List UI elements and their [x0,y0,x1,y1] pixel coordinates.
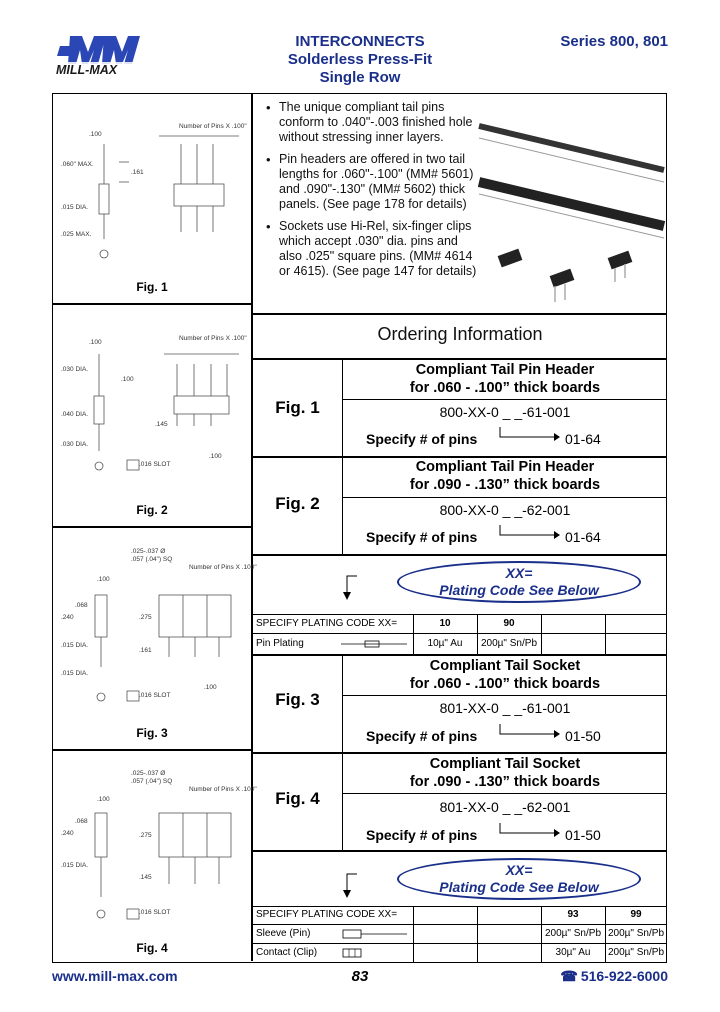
sec4-title-line2: for .090 - .130” thick boards [409,774,601,790]
content-frame [52,93,667,963]
sec2-specify: Specify # of pins [366,529,478,545]
bullet-item: • Pin headers are offered in two tail lengths for .060"-.100" (MM# 5601) and .090"-.130" (MM# 5602) thick panels. (See page 178 for details) [263,152,478,212]
fig1-dim-1: .100 [89,131,102,138]
logo-text: MILL-MAX [56,63,118,77]
pt1-header-label: SPECIFY PLATING CODE XX= [256,618,398,629]
fig3-dim-3: .100 [97,576,110,583]
sec4-fig: Fig. 4 [275,789,320,808]
fig3-dim-6: .015 DIA. [61,642,89,649]
sleeve-glyph-icon [341,929,407,939]
fig3-dim-10: .016 SLOT [139,692,171,699]
sec2-arrow-icon [498,525,560,539]
sec4-arrow-icon [498,823,560,837]
sec3-title-line2: for .060 - .100” thick boards [409,676,601,692]
phone-icon: ☎ [560,968,578,984]
heading-line-2: Solderless Press-Fit [287,51,433,68]
fig3-dim-8: .275 [139,614,152,621]
rule-ordering [252,313,666,315]
fig3-drawing [59,547,257,719]
feature-bullets [263,100,478,286]
fig2-dim-5: .100 [121,376,134,383]
pt1-val-1: 10µ" Au [427,638,463,649]
plating-table-1 [253,614,667,654]
clip-glyph-icon [341,948,407,958]
callout1-arrow-icon [343,574,357,600]
fig1-drawing [59,114,247,274]
sec4-title [343,755,667,791]
sec4-part-number: 801-XX-0 _ _-62-001 [439,799,571,815]
bullet-item: • Sockets use Hi-Rel, six-finger clips which accept .030" dia. pins and also .025" square pins. (MM# 4614 or 4615). (See page 147 for details) [263,219,478,279]
plating-table-2 [253,906,667,962]
pt2-code-3: 93 [567,909,579,920]
pt1-code-2: 90 [503,618,515,629]
fig2-drawing [59,326,247,496]
fig4-dim-4: .068 [75,818,88,825]
sec3-range: 01-50 [565,728,601,744]
sec2-fig: Fig. 2 [275,494,320,513]
sec2-title-line1: Compliant Tail Pin Header [415,459,595,475]
fig3-dim-4: .068 [75,602,88,609]
plating-callout-2 [397,858,641,900]
sec1-title-line2: for .060 - .100” thick boards [409,380,601,396]
fig2-dim-4: .030 DIA. [61,441,89,448]
pt2-code-4: 99 [630,909,642,920]
rule-sec3 [252,654,666,656]
fig2-dim-1: .100 [89,339,102,346]
fig1-dim-4: .015 DIA. [61,204,89,211]
sec4-range: 01-50 [565,827,601,843]
sec1-title-line1: Compliant Tail Pin Header [415,362,595,378]
product-photo [479,104,664,309]
fig2-caption: Fig. 2 [136,503,168,517]
sec3-title [343,657,667,693]
callout1-xx: XX= [505,565,533,581]
fig4-dim-5: .240 [61,830,74,837]
sec3-part-number: 801-XX-0 _ _-61-001 [439,700,571,716]
callout2-xx: XX= [505,862,533,878]
sec4-specify: Specify # of pins [366,827,478,843]
fig4-dim-9: .016 SLOT [139,909,171,916]
pt2-row1-val-4: 200µ" Sn/Pb [607,928,664,939]
fig2-dim-3: .040 DIA. [61,411,89,418]
phone-number [560,968,668,985]
sec1-range: 01-64 [565,431,601,447]
sec3-sub-rule [342,695,666,696]
series-label: Series 800, 801 [560,33,668,50]
pt2-row2-val-4: 200µ" Sn/Pb [607,947,664,958]
sec2-title-line2: for .090 - .130” thick boards [409,477,601,493]
fig3-dim-11: .100 [204,684,217,691]
sec1-arrow-icon [498,427,560,441]
fig1-dim-5: .025 MAX. [61,231,92,238]
fig2-dim-7: .016 SLOT [139,461,171,468]
sec4-sub-rule [342,793,666,794]
sec1-part-number: 800-XX-0 _ _-61-001 [439,404,571,420]
rule-callout2 [252,850,666,852]
mill-max-logo [54,34,154,78]
callout1-text: Plating Code See Below [439,582,599,598]
page-heading [250,33,470,87]
pt2-row1-label: Sleeve (Pin) [256,928,311,939]
sec1-sub-rule [342,399,666,400]
plating-callout-1 [397,561,641,603]
fig4-dim-1: .025-.037 Ø [131,770,166,777]
fig2-dim-6: .145 [155,421,168,428]
pt2-row1-val-3: 200µ" Sn/Pb [544,928,601,939]
heading-line-3: Single Row [319,69,401,86]
sec3-specify: Specify # of pins [366,728,478,744]
fig4-dim-pins: Number of Pins X .100" [189,786,257,793]
fig1-dim-pins: Number of Pins X .100" [179,123,247,130]
sec3-arrow-icon [498,724,560,738]
bullet-item: • The unique compliant tail pins conform to .040"-.003 finished hole without stressing inner layers. [263,100,478,145]
sec2-part-number: 800-XX-0 _ _-62-001 [439,502,571,518]
fig-divider-3 [53,749,252,751]
sec2-sub-rule [342,497,666,498]
fig2-dim-8: .100 [209,453,222,460]
website-link[interactable]: www.mill-max.com [52,968,178,984]
sec3-title-line1: Compliant Tail Socket [429,658,581,674]
pt1-val-2: 200µ" Sn/Pb [480,638,537,649]
fig-divider-1 [53,303,252,305]
sec4-title-line1: Compliant Tail Socket [429,756,581,772]
phone-text: 516-922-6000 [580,968,668,984]
sec1-title [343,361,667,397]
callout2-text: Plating Code See Below [439,879,599,895]
sec2-range: 01-64 [565,529,601,545]
ordering-title: Ordering Information [377,324,543,344]
rule-sec4 [252,752,666,754]
fig4-caption: Fig. 4 [136,941,168,955]
fig4-dim-6: .015 DIA. [61,862,89,869]
fig4-dim-7: .275 [139,832,152,839]
pin-glyph-icon [341,639,407,649]
fig2-dim-2: .030 DIA. [61,366,89,373]
sec2-title [343,458,667,494]
fig4-dim-2: .057 (.04") SQ [131,778,173,785]
rule-sec1 [252,358,666,360]
page-number: 83 [351,968,369,985]
fig4-dim-8: .145 [139,874,152,881]
fig1-dim-3: .161 [131,169,144,176]
pt2-row2-label: Contact (Clip) [256,947,318,958]
fig1-dim-2: .060" MAX. [61,161,94,168]
fig3-dim-7: .015 DIA. [61,670,89,677]
heading-line-1: INTERCONNECTS [295,33,425,50]
fig3-dim-2: .057 (.04") SQ [131,556,173,563]
pt2-row2-val-3: 30µ" Au [555,947,591,958]
pt2-header-label: SPECIFY PLATING CODE XX= [256,909,398,920]
sec3-fig: Fig. 3 [275,690,320,709]
fig3-dim-5: .240 [61,614,74,621]
pt1-code-1: 10 [439,618,451,629]
fig4-dim-3: .100 [97,796,110,803]
fig4-drawing [59,769,257,939]
rule-callout1 [252,554,666,556]
callout2-arrow-icon [343,872,357,898]
fig3-dim-9: .161 [139,647,152,654]
fig1-caption: Fig. 1 [136,280,168,294]
sec1-fig: Fig. 1 [275,398,320,417]
fig3-caption: Fig. 3 [136,726,168,740]
fig-divider-2 [53,526,252,528]
column-divider [251,94,253,961]
fig3-dim-pins: Number of Pins X .100" [189,564,257,571]
sec1-specify: Specify # of pins [366,431,478,447]
fig2-dim-pins: Number of Pins X .100" [179,335,247,342]
pt1-row-label: Pin Plating [256,638,304,649]
fig3-dim-1: .025-.037 Ø [131,548,166,555]
